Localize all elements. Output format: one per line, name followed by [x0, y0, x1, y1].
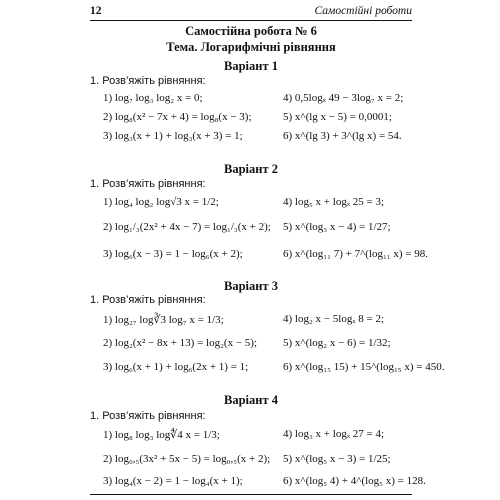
variant-2-task: 1. Розв’яжіть рівняння:	[90, 178, 206, 190]
variant-1-eq-1: 1) log₇ log₃ log₂ x = 0;	[103, 92, 203, 104]
variant-4-eq-4: 4) log₃ x + logₓ 27 = 4;	[283, 428, 385, 440]
variant-3-eq-4: 4) log₂ x − 5logₓ 8 = 2;	[283, 313, 385, 325]
bottom-rule	[90, 494, 412, 495]
variant-1-heading: Варіант 1	[224, 59, 278, 73]
variant-3-eq-5: 5) x^(log₂ x − 6) = 1/32;	[283, 337, 391, 349]
variant-2-eq-6: 6) x^(log₁₁ 7) + 7^(log₁₁ x) = 98.	[283, 248, 428, 260]
variant-2-eq-1: 1) log₄ log₂ log√3 x = 1/2;	[103, 196, 219, 208]
variant-4-task: 1. Розв’яжіть рівняння:	[90, 410, 206, 422]
variant-4-eq-6: 6) x^(log₅ 4) + 4^(log₅ x) = 128.	[283, 475, 426, 487]
variant-3-task: 1. Розв’яжіть рівняння:	[90, 294, 206, 306]
variant-1-eq-2: 2) log₈(x² − 7x + 4) = log₈(x − 3);	[103, 111, 252, 123]
variant-4-eq-2: 2) log₀,₅(3x² + 5x − 5) = log₀,₅(x + 2);	[103, 453, 271, 465]
variant-4-eq-1: 1) log₈ log₃ log∜4 x = 1/3;	[103, 429, 220, 441]
variant-3-eq-6: 6) x^(log₁₅ 15) + 15^(log₁₅ x) = 450.	[283, 361, 445, 373]
variant-3-eq-3: 3) log₆(x + 1) + log₆(2x + 1) = 1;	[103, 361, 249, 373]
variant-1-eq-4: 4) 0,5logₓ 49 − 3log₇ x = 2;	[283, 92, 404, 104]
variant-2-eq-4: 4) log₅ x + logₓ 25 = 3;	[283, 196, 385, 208]
variant-2-eq-2: 2) log₁/₃(2x² + 4x − 7) = log₁/₃(x + 2);	[103, 221, 271, 233]
variant-2-eq-5: 5) x^(log₃ x − 4) = 1/27;	[283, 221, 391, 233]
topic-title: Тема. Логарифмічні рівняння	[166, 40, 336, 54]
variant-1-eq-5: 5) x^(lg x − 5) = 0,0001;	[283, 111, 392, 123]
section-title: Самостійні роботи	[314, 5, 412, 17]
variant-1-eq-6: 6) x^(lg 3) + 3^(lg x) = 54.	[283, 130, 402, 142]
variant-1-task: 1. Розв’яжіть рівняння:	[90, 75, 206, 87]
variant-2-eq-3: 3) log₆(x − 3) = 1 − log₆(x + 2);	[103, 248, 243, 260]
page-number: 12	[90, 5, 102, 17]
variant-3-heading: Варіант 3	[224, 279, 278, 293]
variant-4-eq-5: 5) x^(log₅ x − 3) = 1/25;	[283, 453, 391, 465]
variant-2-heading: Варіант 2	[224, 162, 278, 176]
variant-1-eq-3: 3) log₃(x + 1) + log₃(x + 3) = 1;	[103, 130, 243, 142]
work-title: Самостійна робота № 6	[185, 24, 317, 38]
variant-4-eq-3: 3) log₄(x − 2) = 1 − log₄(x + 1);	[103, 475, 243, 487]
variant-4-heading: Варіант 4	[224, 393, 278, 407]
variant-3-eq-1: 1) log₂₇ log∛3 log₇ x = 1/3;	[103, 314, 224, 326]
variant-3-eq-2: 2) log₂(x² − 8x + 13) = log₂(x − 5);	[103, 337, 258, 349]
page-header	[90, 4, 412, 21]
